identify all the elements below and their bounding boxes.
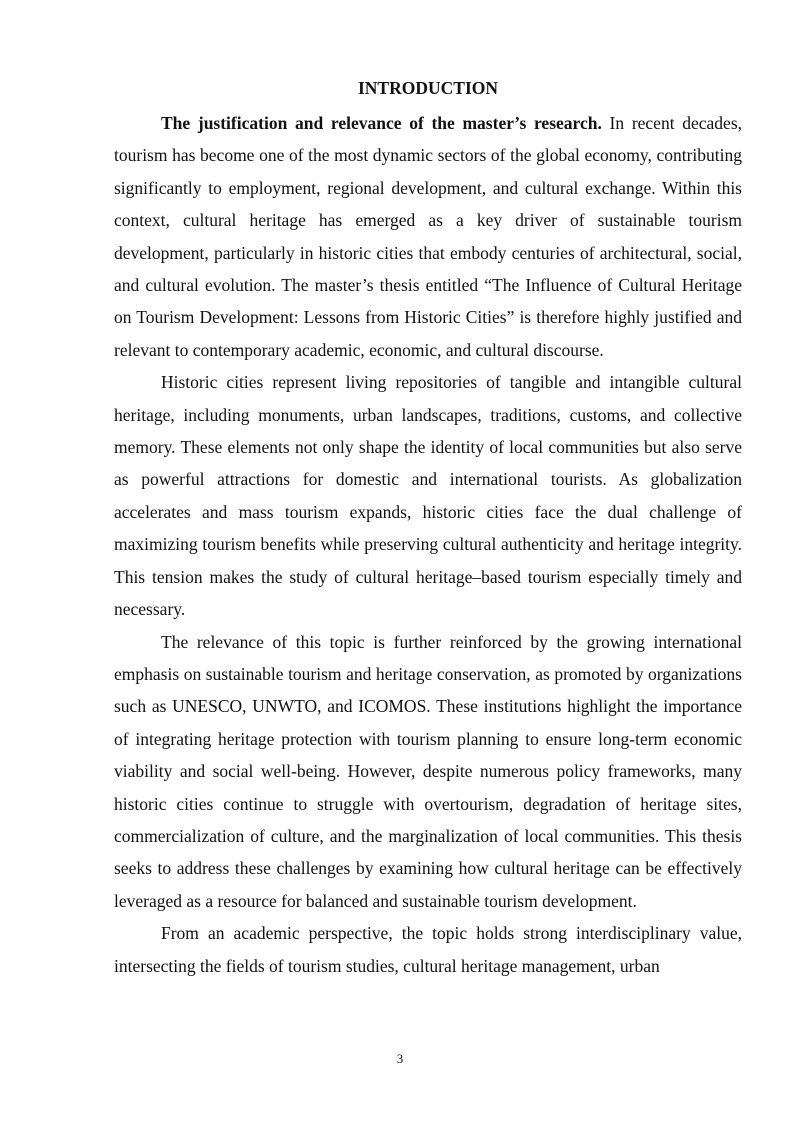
paragraph-historic-cities: Historic cities represent living repositories of tangible and intangible cultural heritage, including monuments, urban landscapes, traditions, customs, and collective memory. These elements not only shape the identity of local communities but also serve as powerful attractions for domestic and international tourists. As globalization accelerates and mass tourism expands, historic cities face the dual challenge of maximizing tourism benefits while preserving cultural authenticity and heritage integrity. This tension makes the study of cultural heritage–based tourism especially timely and necessary.: [114, 372, 742, 620]
paragraph-justification: [114, 107, 742, 366]
paragraph-lead: The justification and relevance of the master’s research.: [161, 113, 602, 133]
page-number: 3: [396, 1051, 404, 1066]
paragraph-relevance: The relevance of this topic is further reinforced by the growing international emphasis on sustainable tourism and heritage conservation, as promoted by organizations such as UNESCO, UNWTO, and ICOMOS. These institutions highlight the importance of integrating heritage protection with tourism planning to ensure long-term economic viability and social well-being. However, despite numerous policy frameworks, many historic cities continue to struggle with overtourism, degradation of heritage sites, commercialization of culture, and the marginalization of local communities. This thesis seeks to address these challenges by examining how cultural heritage can be effectively leveraged as a resource for balanced and sustainable tourism development.: [114, 631, 742, 911]
paragraph-text: In recent decades, tourism has become one of the most dynamic sectors of the global economy, contributing significantly to employment, regional development, and cultural exchange. Within this context, cultural heritage has emerged as a key driver of sustainable tourism development, particularly in historic cities that embody centuries of architectural, social, and cultural evolution. The master’s thesis entitled “The Influence of Cultural Heritage on Tourism Development: Lessons from Historic Cities” is therefore highly justified and relevant to contemporary academic, economic, and cultural discourse.: [114, 113, 743, 360]
section-heading: INTRODUCTION: [357, 78, 499, 98]
paragraph-academic-perspective: From an academic perspective, the topic holds strong interdisciplinary value, intersecting the fields of tourism studies, cultural heritage management, urban: [114, 923, 742, 976]
document-page: [114, 74, 742, 982]
